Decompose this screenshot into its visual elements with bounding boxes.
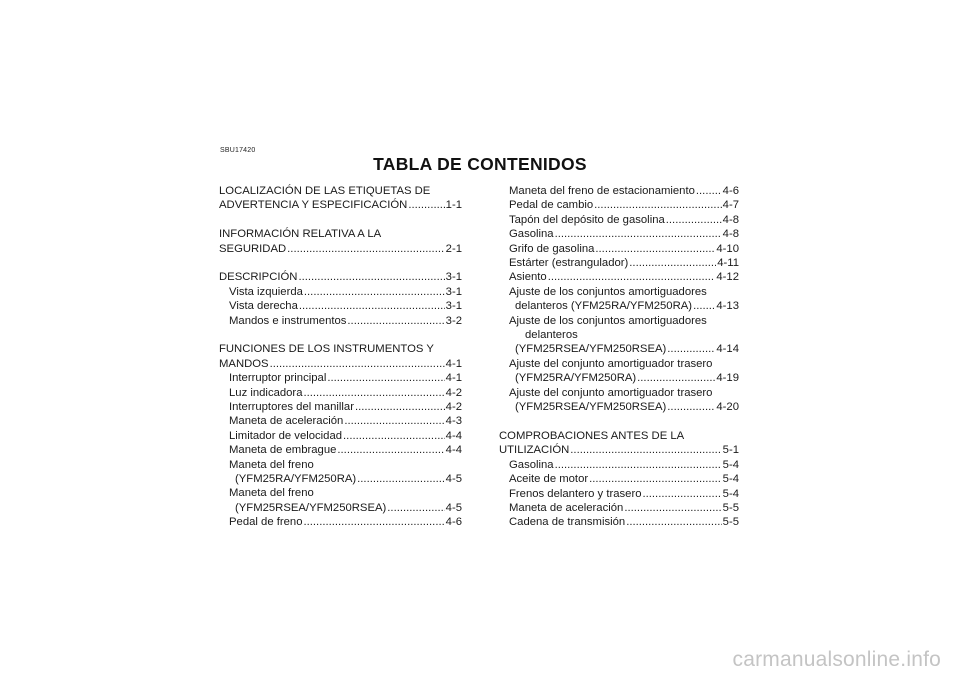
dot-leader xyxy=(298,270,444,284)
toc-entry-title: Vista derecha xyxy=(229,300,298,313)
dot-leader xyxy=(327,371,444,385)
toc-entry-title: Interruptores del manillar xyxy=(229,401,354,414)
dot-leader xyxy=(355,400,445,414)
toc-subentry[interactable] xyxy=(499,458,739,472)
dot-leader xyxy=(666,213,722,227)
toc-subentry[interactable] xyxy=(219,371,462,385)
dot-leader xyxy=(589,472,722,486)
dot-leader xyxy=(693,299,715,313)
watermark: carmanualsonline.info xyxy=(732,648,941,671)
toc-entry xyxy=(219,227,462,256)
dot-leader xyxy=(299,299,445,313)
toc-entry-title: Pedal de cambio xyxy=(509,199,594,212)
toc-subentry[interactable] xyxy=(499,285,739,314)
toc-entry xyxy=(499,184,739,415)
toc-page-number: 4-14 xyxy=(716,343,739,356)
toc-entry-title: ADVERTENCIA Y ESPECIFICACIÓN xyxy=(219,199,408,212)
toc-subentry[interactable] xyxy=(499,314,739,357)
toc-page-number: 4-1 xyxy=(445,357,462,370)
toc-entry-text: Ajuste del conjunto amortiguador trasero xyxy=(509,386,713,399)
toc-entry-title: (YFM25RA/YFM250RA) xyxy=(515,372,637,385)
dot-leader xyxy=(667,400,715,414)
dot-leader xyxy=(304,285,445,299)
toc-page-number: 4-7 xyxy=(722,199,739,212)
toc-subentry[interactable] xyxy=(219,314,462,328)
toc-subentry[interactable] xyxy=(219,443,462,457)
toc-entry-text: Ajuste de los conjuntos amortiguadores xyxy=(509,285,707,298)
toc-entry-text: COMPROBACIONES ANTES DE LA xyxy=(499,429,685,442)
dot-leader xyxy=(287,242,445,256)
toc-page-number: 5-5 xyxy=(722,516,739,529)
toc-page-number: 4-20 xyxy=(716,401,739,414)
document-code: SBU17420 xyxy=(220,147,256,154)
toc-entry-text: LOCALIZACIÓN DE LAS ETIQUETAS DE xyxy=(219,185,431,197)
dot-leader xyxy=(343,429,445,443)
dot-leader xyxy=(408,198,444,212)
toc-entry-title: Aceite de motor xyxy=(509,473,589,486)
toc-entry-title: Mandos e instrumentos xyxy=(229,314,347,327)
toc-page-number: 4-2 xyxy=(445,386,462,399)
dot-leader xyxy=(570,443,721,457)
toc-subentry[interactable] xyxy=(499,270,739,284)
toc-subentry[interactable] xyxy=(499,256,739,270)
toc-page-number: 4-11 xyxy=(717,257,739,270)
toc-entry-title: Interruptor principal xyxy=(229,372,327,385)
toc-page-number: 5-4 xyxy=(722,487,739,500)
toc-subentry[interactable] xyxy=(499,184,739,198)
toc-page-number: 4-3 xyxy=(445,415,462,428)
toc-entry-title: Asiento xyxy=(509,271,547,284)
toc-entry-text: Ajuste de los conjuntos amortiguadores xyxy=(509,314,707,327)
dot-leader xyxy=(595,242,715,256)
toc-entry xyxy=(499,429,739,530)
dot-leader xyxy=(629,256,716,270)
toc-entry-text: delanteros xyxy=(525,329,578,342)
toc-section-heading[interactable] xyxy=(219,184,462,213)
dot-leader xyxy=(357,472,445,486)
toc-page-number: 4-12 xyxy=(716,271,739,284)
toc-entry-title: Maneta de embrague xyxy=(229,444,337,457)
toc-entry-title: Estárter (estrangulador) xyxy=(509,257,629,270)
dot-leader xyxy=(624,501,721,515)
toc-entry-title: Frenos delantero y trasero xyxy=(509,487,642,500)
toc-page-number: 4-6 xyxy=(722,185,739,197)
toc-page-number: 2-1 xyxy=(445,242,462,255)
toc-entry-title: SEGURIDAD xyxy=(219,242,287,255)
dot-leader xyxy=(387,501,444,515)
toc-page-number: 4-5 xyxy=(445,473,462,486)
dot-leader xyxy=(344,414,444,428)
dot-leader xyxy=(555,227,722,241)
toc-subentry[interactable] xyxy=(219,386,462,400)
toc-subentry[interactable] xyxy=(219,414,462,428)
toc-subentry[interactable] xyxy=(219,285,462,299)
toc-entry-text: Maneta del freno xyxy=(229,458,314,471)
toc-page-number: 3-1 xyxy=(445,285,462,298)
toc-entry-title: DESCRIPCIÓN xyxy=(219,271,298,284)
toc-entry-title: Grifo de gasolina xyxy=(509,242,595,255)
dot-leader xyxy=(667,342,715,356)
toc-entry-title: Pedal de freno xyxy=(229,516,303,529)
toc-section-heading[interactable] xyxy=(219,342,462,371)
toc-subentry[interactable] xyxy=(219,429,462,443)
toc-page-number: 3-2 xyxy=(445,314,462,327)
toc-page-number: 4-1 xyxy=(445,372,462,385)
toc-entry-text: INFORMACIÓN RELATIVA A LA xyxy=(219,228,382,241)
dot-leader xyxy=(337,443,444,457)
toc-entry-title: Maneta de aceleración xyxy=(509,501,624,514)
toc-entry-title: (YFM25RSEA/YFM250RSEA) xyxy=(515,343,667,356)
toc-subentry[interactable] xyxy=(219,515,462,529)
toc-entry-title: Gasolina xyxy=(509,458,554,471)
toc-page-number: 4-8 xyxy=(722,213,739,226)
toc-section-heading[interactable] xyxy=(219,227,462,256)
toc-entry-title: UTILIZACIÓN xyxy=(499,444,570,457)
toc-subentry[interactable] xyxy=(499,213,739,227)
dot-leader xyxy=(347,314,444,328)
toc-page-number: 4-13 xyxy=(716,300,739,313)
toc-column-left xyxy=(219,184,462,544)
toc-page-number: 4-8 xyxy=(722,228,739,241)
toc-entry-title: Luz indicadora xyxy=(229,386,303,399)
toc-page-number: 3-1 xyxy=(445,271,462,284)
dot-leader xyxy=(270,357,445,371)
toc-subentry[interactable] xyxy=(499,198,739,212)
toc-subentry[interactable] xyxy=(499,357,739,386)
toc-subentry[interactable] xyxy=(499,386,739,415)
toc-entry-title: (YFM25RSEA/YFM250RSEA) xyxy=(515,401,667,414)
toc-entry-text: Maneta del freno xyxy=(229,487,314,500)
toc-subentry[interactable] xyxy=(499,501,739,515)
dot-leader xyxy=(643,487,722,501)
dot-leader xyxy=(548,270,716,284)
toc-page-number: 5-4 xyxy=(722,458,739,471)
toc-subentry[interactable] xyxy=(219,458,462,487)
page-title: TABLA DE CONTENIDOS xyxy=(373,154,587,174)
toc-entry-title: MANDOS xyxy=(219,357,269,370)
toc-page-number: 3-1 xyxy=(445,300,462,313)
toc-entry xyxy=(219,270,462,328)
toc-subentry[interactable] xyxy=(219,400,462,414)
toc-entry-title: Vista izquierda xyxy=(229,285,303,298)
dot-leader xyxy=(626,515,721,529)
toc-page-number: 4-4 xyxy=(445,444,462,457)
toc-page-number: 5-5 xyxy=(722,501,739,514)
toc-subentry[interactable] xyxy=(499,227,739,241)
toc-subentry[interactable] xyxy=(219,486,462,515)
dot-leader xyxy=(696,184,722,198)
toc-entry-title: (YFM25RSEA/YFM250RSEA) xyxy=(235,501,387,514)
dot-leader xyxy=(594,198,722,212)
toc-page-number: 5-1 xyxy=(722,444,739,457)
toc-page-number: 4-5 xyxy=(445,501,462,514)
toc-subentry[interactable] xyxy=(219,299,462,313)
toc-page-number: 5-4 xyxy=(722,473,739,486)
toc-page-number: 4-10 xyxy=(716,242,739,255)
toc-entry-title: (YFM25RA/YFM250RA) xyxy=(235,473,357,486)
toc-page-number: 4-2 xyxy=(445,401,462,414)
toc-entry-title: Cadena de transmisión xyxy=(509,516,626,529)
toc-subentry[interactable] xyxy=(499,242,739,256)
toc-entry xyxy=(219,184,462,213)
toc-entry-title: Gasolina xyxy=(509,228,554,241)
toc-entry-title: Maneta del freno de estacionamiento xyxy=(509,185,695,197)
dot-leader xyxy=(555,458,722,472)
toc-page-number: 1-1 xyxy=(445,199,462,212)
toc-page-number: 4-4 xyxy=(445,429,462,442)
toc-section-heading[interactable] xyxy=(499,429,739,458)
toc-entry-text: Ajuste del conjunto amortiguador trasero xyxy=(509,357,713,370)
dot-leader xyxy=(637,371,715,385)
toc-entry-title: Tapón del depósito de gasolina xyxy=(509,213,665,226)
toc-page-number: 4-19 xyxy=(716,372,739,385)
toc-column-right xyxy=(499,184,739,544)
toc-section-heading[interactable] xyxy=(219,270,462,284)
toc-entry xyxy=(219,342,462,529)
dot-leader xyxy=(304,515,445,529)
toc-subentry[interactable] xyxy=(499,487,739,501)
toc-entry-text: FUNCIONES DE LOS INSTRUMENTOS Y xyxy=(219,343,434,356)
toc-page-number: 4-6 xyxy=(445,516,462,529)
toc-subentry[interactable] xyxy=(499,472,739,486)
toc-entry-title: Limitador de velocidad xyxy=(229,429,343,442)
toc-entry-title: delanteros (YFM25RA/YFM250RA) xyxy=(515,300,693,313)
toc-entry-title: Maneta de aceleración xyxy=(229,415,344,428)
dot-leader xyxy=(303,386,444,400)
toc-subentry[interactable] xyxy=(499,515,739,529)
